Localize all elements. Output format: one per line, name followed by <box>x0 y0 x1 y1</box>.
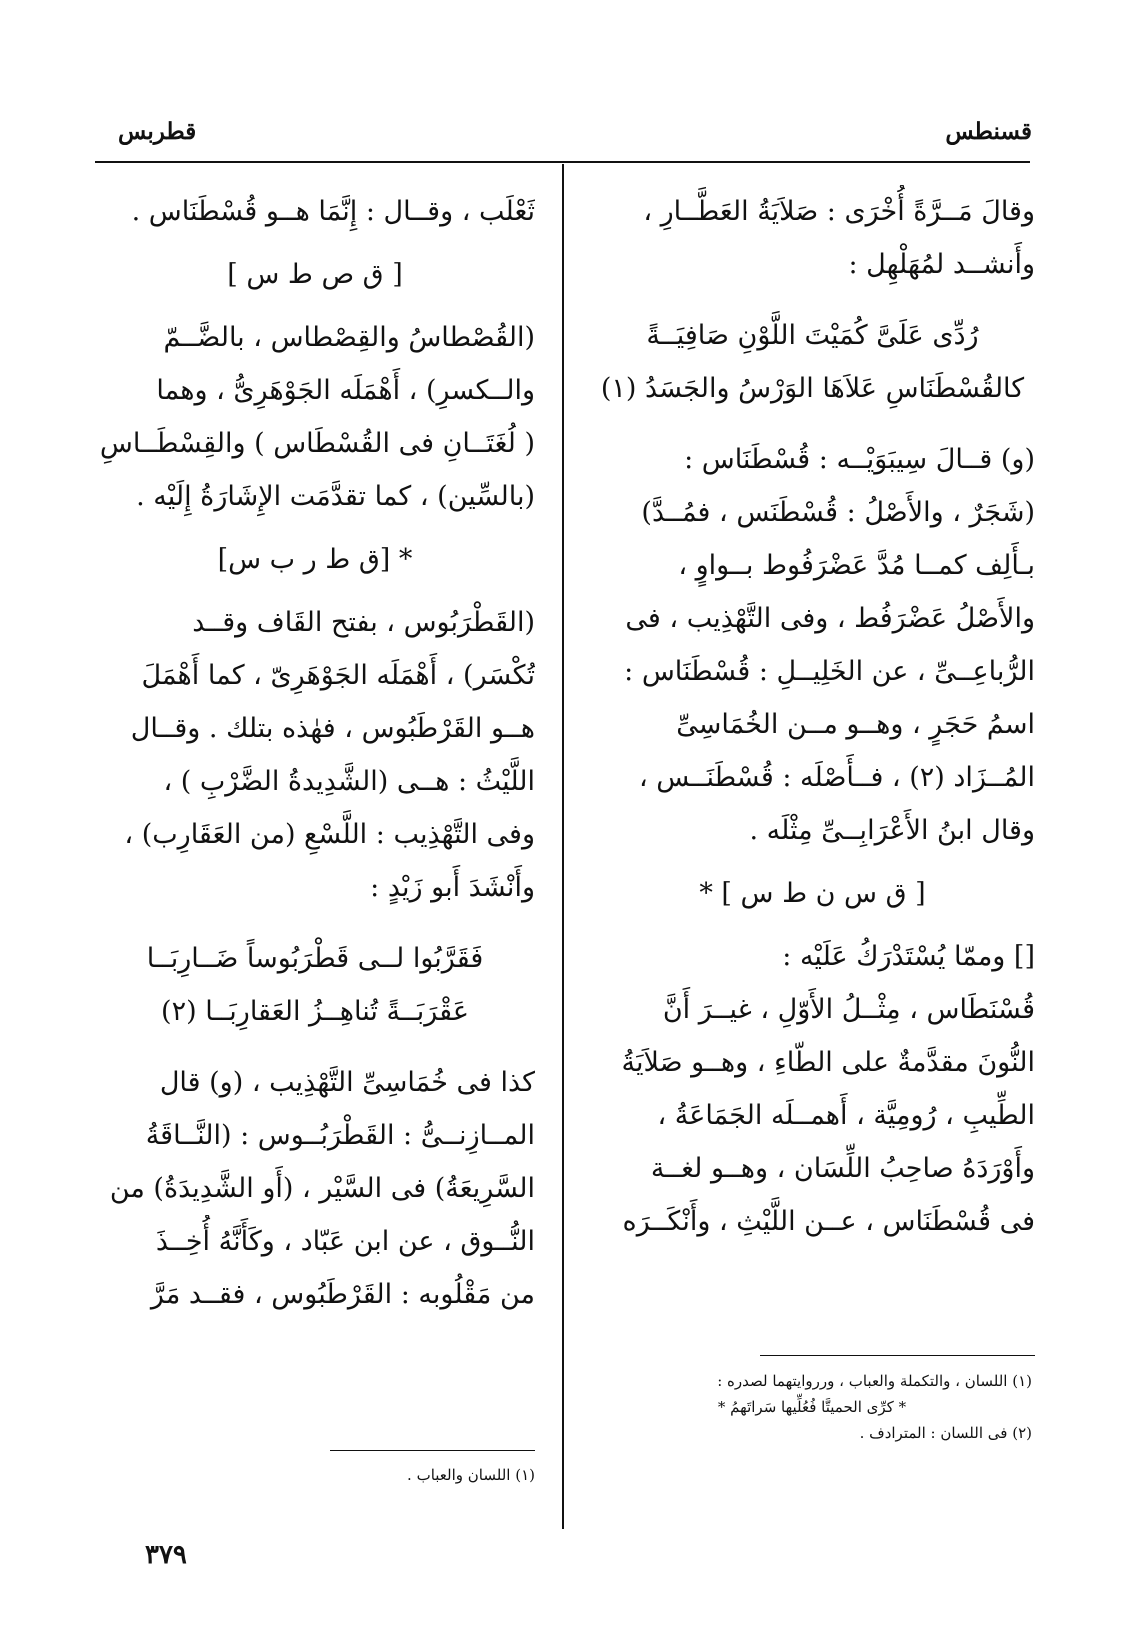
running-head-left: قطربس <box>118 118 197 145</box>
header-rule <box>95 161 1030 163</box>
text-line: النُّــوق ، عن ابن عَبّاد ، وكَأَنَّهُ أُخِــذَ <box>155 1226 535 1257</box>
text-line: السَّرِيعَةُ) فى السَّيْر ، (أَو الشَّدِيدَةُ) من <box>109 1173 535 1204</box>
footnote-rule <box>760 1355 1035 1356</box>
text-line: من مَقْلُوبه : القَرْطَبُوس ، فقــد مَرَّ <box>150 1279 535 1310</box>
text-line: [] وممّا يُسْتَدْرَكُ عَلَيْه : <box>782 941 1035 972</box>
text-line: (و) قــالَ سِيبَوَيْــه : قُسْطَنَاس : <box>684 444 1035 475</box>
verse-line: عَقْرَبَــةً تُناهِــزُ العَقارِبَــا (٢) <box>161 996 469 1027</box>
verse-line: فَقَرَّبُوا لــى قَطْرَبُوساً ضَــارِبَــا <box>146 943 484 974</box>
text-line: النُّونَ مقدَّمةٌ على الطّاءِ ، وهــو صَلاَيَةُ <box>621 1047 1035 1078</box>
text-line: والأَصْلُ عَضْرَفُط ، وفى التَّهْذِيب ، فى <box>625 603 1035 634</box>
text-line: والــكسرِ) ، أَهْمَلَه الجَوْهَرِىُّ ، وهما <box>156 375 535 406</box>
text-line: بـأَلِف كمــا مُدَّ عَضْرَفُوط بــواوٍ ، <box>678 550 1035 581</box>
text-line: ( لُغَتَــانِ فى القُسْطَاس ) والقِسْطَــاسِ <box>99 428 535 459</box>
footnote: (١) اللسان ، والتكملة والعباب ، ورروايتهما لصدره : <box>717 1372 1032 1390</box>
footnote: (٢) فى اللسان : المترادف . <box>859 1424 1032 1442</box>
entry-heading: [ ق س ن ط س ] * <box>699 878 926 909</box>
text-line: وأَوْرَدَهُ صاحِبُ اللِّسَان ، وهــو لغــة <box>650 1153 1035 1184</box>
left-column <box>95 185 535 1321</box>
text-line: المــازِنــىُّ : القَطْرَبُــوس : (النَّــاقَةُ <box>145 1120 535 1151</box>
text-line: وقالَ مَــرَّةً أُخْرَى : صَلاَيَةُ العَطَّــارِ ، <box>643 196 1035 227</box>
text-line: هــو القَرْطَبُوس ، فهٰذه بتلك . وقــال <box>130 713 535 744</box>
text-line: وأَنشــد لمُهَلْهِل : <box>848 249 1035 280</box>
text-line: قُسْنَطَاس ، مِثْــلُ الأَوّلِ ، غيــرَ أَنَّ <box>662 994 1035 1025</box>
text-line: اللَّيْثُ : هــى (الشَّدِيدةُ الضَّرْبِ ) ، <box>163 766 535 797</box>
entry-heading: * [ق ط ر ب س] <box>217 544 413 575</box>
right-column <box>590 185 1035 1248</box>
entry-heading: [ ق ص ط س ] <box>227 259 403 290</box>
footnotes-right <box>592 1368 1032 1446</box>
footnote: * كرِّى الحميتَّا فُعُلِّيها سَراتَهمُ * <box>717 1398 907 1416</box>
text-line: الطِّيبِ ، رُومِيَّة ، أَهمــلَه الجَمَاعَةُ ، <box>657 1100 1035 1131</box>
page-number: ٣٧٩ <box>145 1540 187 1570</box>
text-line: فى قُسْطَنَاس ، عــن اللَّيْثِ ، وأَنْكَــرَه <box>622 1206 1035 1237</box>
text-line: (القَطْرَبُوس ، بفتح القَاف وقــد <box>192 607 535 638</box>
text-line: (القُصْطاسُ والقِصْطاس ، بالضَّــمّ <box>163 322 535 353</box>
column-divider <box>562 164 564 1529</box>
text-line: وفى التَّهْذِيب : اللَّسْعِ (من العَقَارِب) ، <box>124 819 535 850</box>
text-line: المُــزَاد (٢) ، فــأَصْلَه : قُسْطَنَــس ، <box>638 762 1035 793</box>
verse-line: كالقُسْطَنَاسِ عَلاَهَا الوَرْسُ والجَسَدُ (١) <box>600 373 1025 404</box>
text-line: الرُّباعِــىِّ ، عن الخَلِيــلِ : قُسْطَنَاس : <box>624 656 1035 687</box>
footnote-rule <box>330 1450 535 1451</box>
footnote: (١) اللسان والعباب . <box>407 1466 535 1484</box>
text-line: تُكْسَر) ، أَهْمَلَه الجَوْهَرِىّ ، كما أَهْمَلَ <box>141 660 535 691</box>
text-line: وقال ابنُ الأَعْرَابِــىِّ مِثْلَه . <box>749 815 1035 846</box>
text-line: ثَعْلَب ، وقــال : إِنَّمَا هــو قُسْطَنَاس . <box>131 196 535 227</box>
footnotes-left <box>115 1462 535 1488</box>
text-line: وأَنْشَدَ أَبو زَيْدٍ : <box>370 872 535 903</box>
text-line: كذا فى خُمَاسِىِّ التَّهْذِيب ، (و) قال <box>159 1067 535 1098</box>
verse-line: رُدِّى عَلَىَّ كُمَيْتَ اللَّوْنِ صَافِيَــةً <box>646 320 979 351</box>
text-line: (شَجَرٌ ، والأَصْلُ : قُسْطَنَس ، فمُــدَّ) <box>641 497 1035 528</box>
running-head-right: قسنطس <box>945 118 1032 145</box>
text-line: اسمُ حَجَرٍ ، وهــو مــن الخُمَاسِىِّ <box>676 709 1035 740</box>
text-line: (بالسِّين) ، كما تقدَّمَت الإِشَارَةُ إِلَيْه . <box>136 481 535 512</box>
